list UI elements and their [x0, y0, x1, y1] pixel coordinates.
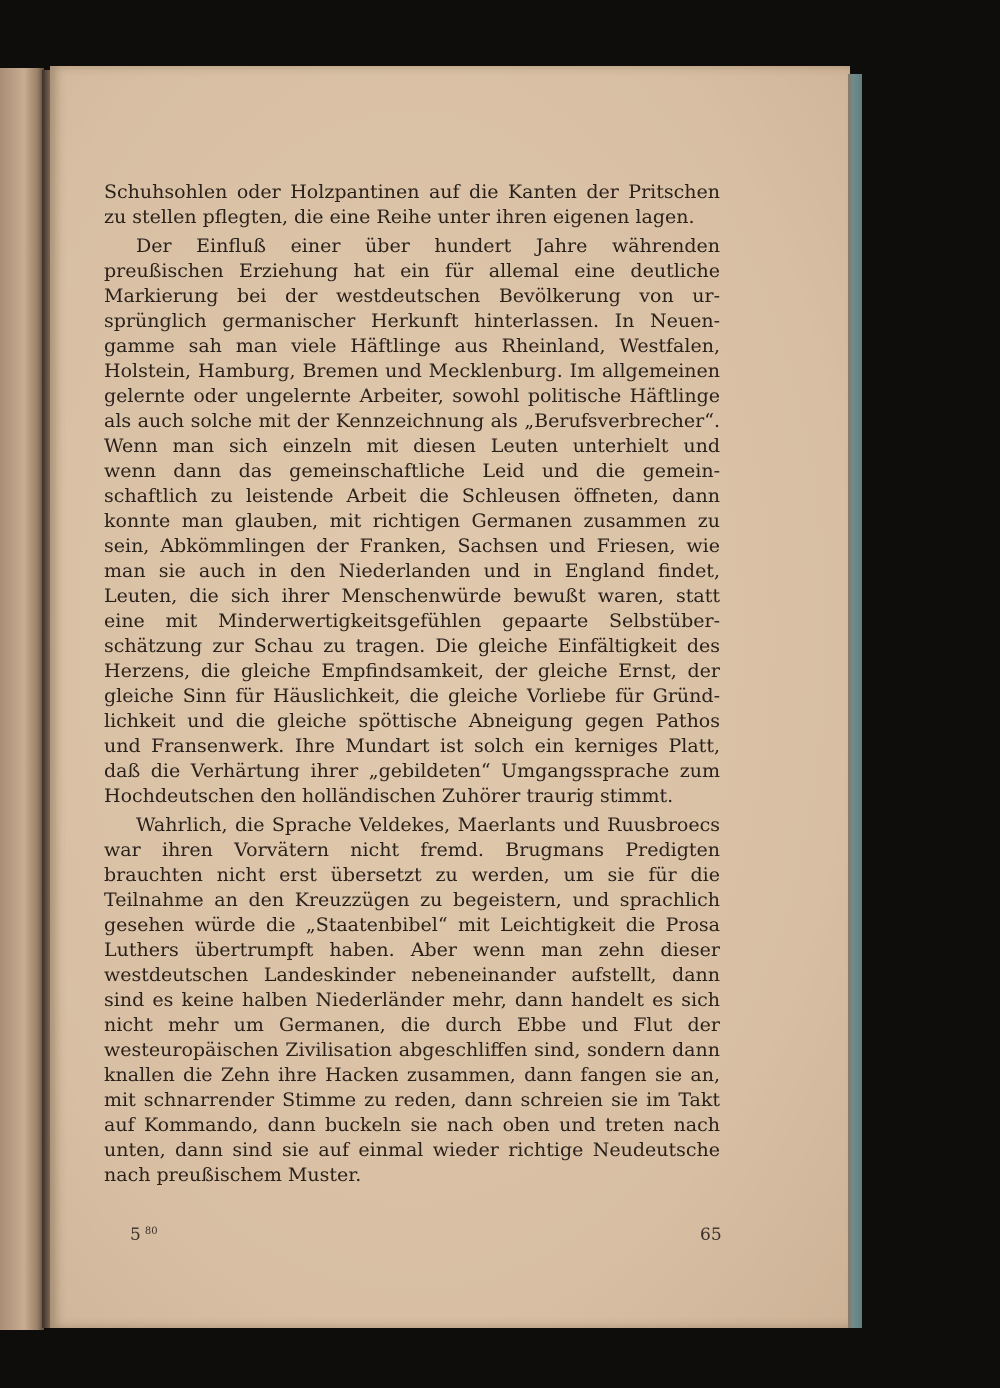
text-line: Markierung bei der westdeutschen Bevölkerung von ur- [104, 285, 720, 307]
text-line: nach preußischem Muster. [104, 1164, 362, 1186]
text-line: Schuhsohlen oder Holzpantinen auf die Kanten der Pritschen [104, 181, 720, 203]
text-line: gamme sah man viele Häftlinge aus Rheinland, Westfalen, [104, 335, 720, 357]
page-edge [848, 74, 862, 1328]
left-page-edge [0, 68, 44, 1330]
text-line: Wahrlich, die Sprache Veldekes, Maerlants und Ruusbroecs [136, 814, 720, 836]
text-line: Der Einfluß einer über hundert Jahre währenden [136, 235, 720, 257]
text-line: Luthers übertrumpft haben. Aber wenn man zehn dieser [104, 939, 720, 961]
text-line: sprünglich germanischer Herkunft hinterlassen. In Neuen- [104, 310, 720, 332]
text-line: mit schnarrender Stimme zu reden, dann schreien sie im Takt [104, 1089, 720, 1111]
text-line: sind es keine halben Niederländer mehr, dann handelt es sich [104, 989, 720, 1011]
text-line: westeuropäischen Zivilisation abgeschliffen sind, sondern dann [104, 1039, 720, 1061]
paragraph [104, 234, 720, 809]
text-line: preußischen Erziehung hat ein für allemal eine deutliche [104, 260, 720, 282]
text-line: lichkeit und die gleiche spöttische Abneigung gegen Pathos [104, 710, 720, 732]
text-line: gesehen würde die „Staatenbibel“ mit Leichtigkeit die Prosa [104, 914, 720, 936]
text-line: gelernte oder ungelernte Arbeiter, sowohl politische Häftlinge [104, 385, 720, 407]
text-line: unten, dann sind sie auf einmal wieder richtige Neudeutsche [104, 1139, 720, 1161]
text-line: westdeutschen Landeskinder nebeneinander aufstellt, dann [104, 964, 720, 986]
text-line: Hochdeutschen den holländischen Zuhörer traurig stimmt. [104, 785, 674, 807]
text-line: gleiche Sinn für Häuslichkeit, die gleiche Vorliebe für Gründ- [104, 685, 720, 707]
text-line: wenn dann das gemeinschaftliche Leid und die gemein- [104, 460, 720, 482]
text-line: sein, Abkömmlingen der Franken, Sachsen und Friesen, wie [104, 535, 720, 557]
paragraph [104, 180, 720, 230]
text-line: schaftlich zu leistende Arbeit die Schleusen öffneten, dann [104, 485, 720, 507]
text-line: eine mit Minderwertigkeitsgefühlen gepaarte Selbstüber- [104, 610, 720, 632]
text-line: war ihren Vorvätern nicht fremd. Brugmans Predigten [104, 839, 720, 861]
body-text [104, 180, 720, 1188]
text-line: knallen die Zehn ihre Hacken zusammen, dann fangen sie an, [104, 1064, 720, 1086]
text-line: nicht mehr um Germanen, die durch Ebbe und Flut der [104, 1014, 720, 1036]
printer-signature [130, 1225, 158, 1245]
signature-number: 5 [130, 1225, 141, 1245]
text-line: als auch solche mit der Kennzeichnung als „Berufsverbrecher“. [104, 410, 720, 432]
text-line: daß die Verhärtung ihrer „gebildeten“ Umgangssprache zum [104, 760, 720, 782]
text-line: man sie auch in den Niederlanden und in England findet, [104, 560, 720, 582]
text-line: Holstein, Hamburg, Bremen und Mecklenburg. Im allgemeinen [104, 360, 720, 382]
text-line: Wenn man sich einzeln mit diesen Leuten unterhielt und [104, 435, 720, 457]
page-number: 65 [700, 1225, 722, 1245]
text-line: Leuten, die sich ihrer Menschenwürde bewußt waren, statt [104, 585, 720, 607]
text-line: konnte man glauben, mit richtigen Germanen zusammen zu [104, 510, 720, 532]
text-line: brauchten nicht erst übersetzt zu werden, um sie für die [104, 864, 720, 886]
text-line: und Fransenwerk. Ihre Mundart ist solch ein kerniges Platt, [104, 735, 720, 757]
text-line: schätzung zur Schau zu tragen. Die gleiche Einfältigkeit des [104, 635, 720, 657]
signature-superscript: 80 [144, 1226, 158, 1237]
paragraph [104, 813, 720, 1188]
text-line: auf Kommando, dann buckeln sie nach oben und treten nach [104, 1114, 720, 1136]
text-line: zu stellen pflegten, die eine Reihe unter ihren eigenen lagen. [104, 206, 695, 228]
text-line: Teilnahme an den Kreuzzügen zu begeistern, und sprachlich [104, 889, 720, 911]
text-line: Herzens, die gleiche Empfindsamkeit, der gleiche Ernst, der [104, 660, 720, 682]
